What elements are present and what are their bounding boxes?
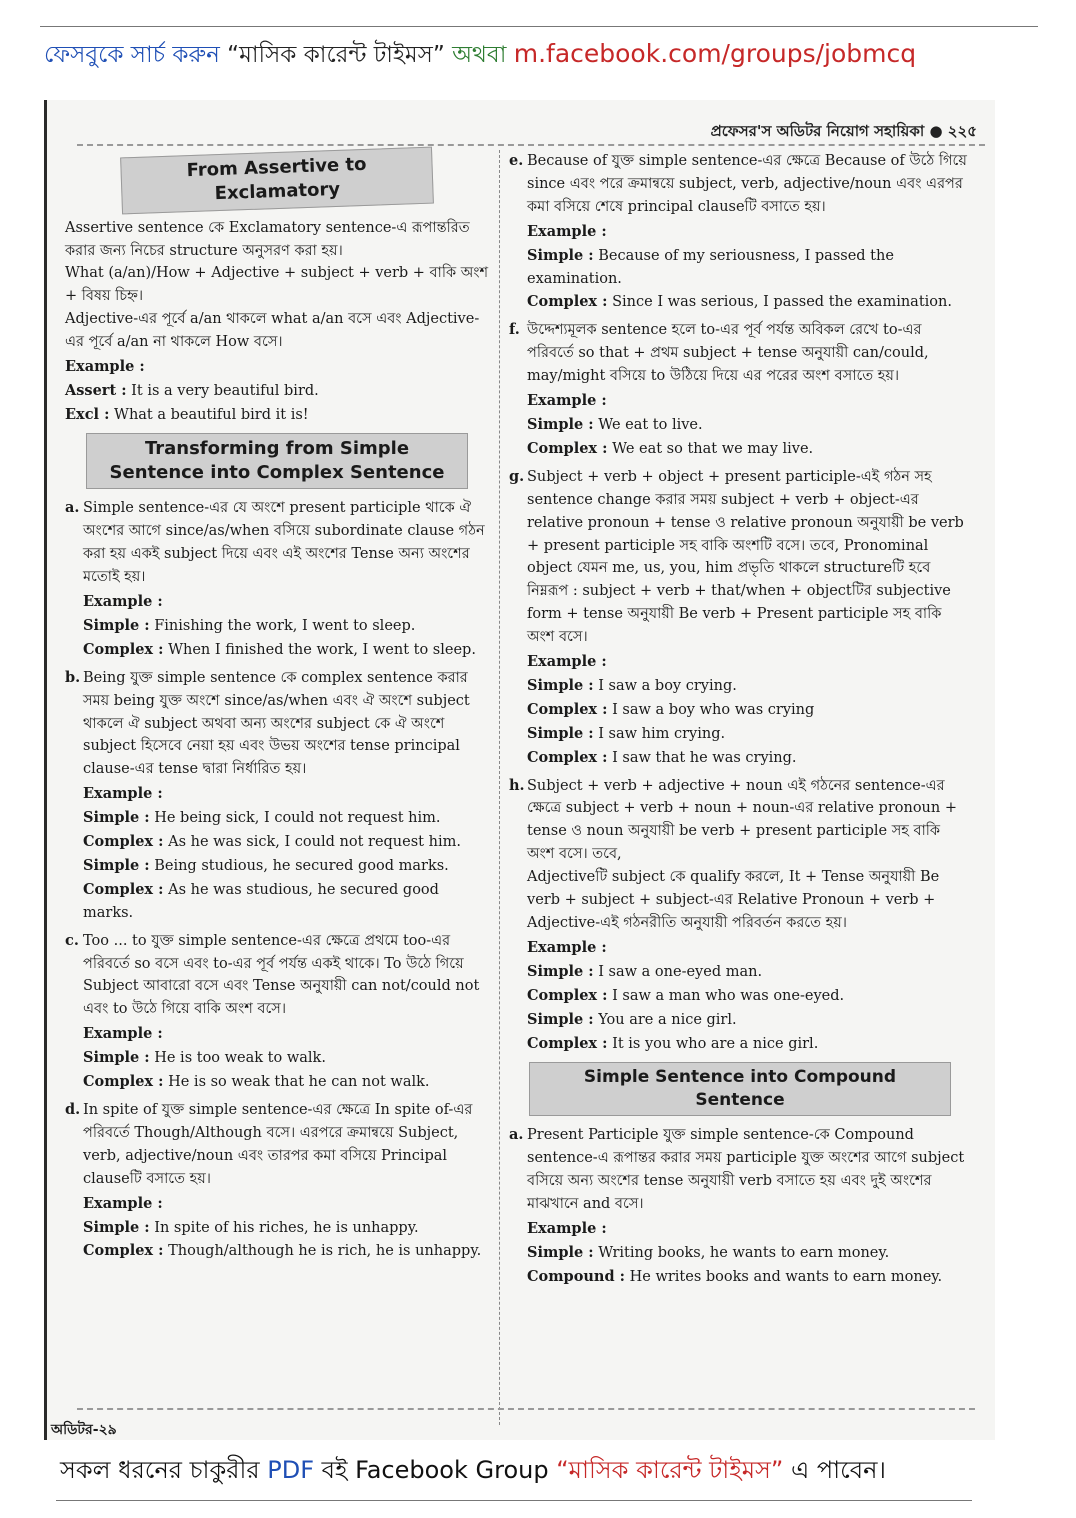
running-head: প্রফেসর'স অডিটর নিয়োগ সহায়িকা ● ২২৫ — [710, 122, 977, 140]
top-banner — [44, 36, 1034, 73]
column-divider — [499, 150, 500, 1425]
paragraph: Adjective-এর পূর্বে a/an থাকলে what a/an বসে এবং Adjective-এর পূর্বে a/an না থাকলে How বসে। — [65, 311, 480, 351]
bottom-dashed-rule — [77, 1408, 975, 1410]
banner-or-text: অথবা — [452, 42, 507, 68]
page-footer-mark: অডিটর-২৯ — [51, 1422, 117, 1438]
rule-item-c: c. Too ... to যুক্ত simple sentence-এর ক্ষেত্রে প্রথমে too-এর পরিবর্তে so বসে এবং to-এর পূর্ব পর্যন্ত একই থাকে। To উঠে গিয়ে Subject আবারো বসে এবং Tense অনুযায়ী can not/could not এবং to উঠে গিয়ে বাকি অংশ বসে। Example : Simple : He is too weak to walk. Complex : He is so weak that he can not walk. — [65, 931, 480, 1091]
bottom-banner-end: এ পাবেন। — [790, 1456, 887, 1484]
paragraph: Assertive sentence কে Exclamatory sentence-এ রূপান্তরিত করার জন্য নিচের structure অনুসরণ করা হয়। — [65, 219, 470, 259]
example-label: Example : — [65, 358, 145, 376]
rule-item-f: f. উদ্দেশ্যমূলক sentence হলে to-এর পূর্ব পর্যন্ত অবিকল রেখে to-এর পরিবর্তে so that + প্রথম subject + tense অনুযায়ী can/could, may/might বসিয়ে to উঠিয়ে দিয়ে এর পরের অংশ বসাতে হয়। Example : Simple : We eat to live. Complex : We eat so that we may live. — [509, 321, 929, 457]
section-heading-simple-complex: Transforming from Simple Sentence into Complex Sentence — [86, 433, 468, 490]
section-heading-simple-compound: Simple Sentence into Compound Sentence — [529, 1062, 951, 1116]
example-line: Assert : It is a very beautiful bird. — [65, 381, 319, 399]
rule-item-e: e. Because of যুক্ত simple sentence-এর ক্ষেত্রে Because of উঠে গিয়ে since এবং পরে ক্রমান্বয়ে subject, verb, adjective/noun এবং এরপর কমা বসিয়ে শেষে principal clauseটি বসাতে হয়। Example : Simple : Because of my seriousness, I passed the examination. Complex : Since I was serious, I passed the examination. — [509, 152, 967, 311]
paragraph: What (a/an)/How + Adjective + subject + verb + বাকি অংশ + বিষয় চিহ্ন। — [65, 265, 489, 305]
banner-search-text: ফেসবুকে সার্চ করুন — [44, 42, 220, 68]
bottom-rule — [56, 1500, 972, 1501]
rule-item-g: g. Subject + verb + object + present participle-এই গঠন সহ sentence change করার সময় subject + verb + object-এর relative pronoun + tense ও relative pronoun অনুযায়ী be verb + present participle সহ বাকি অংশটি বসে। তবে, Pronominal object যেমন me, us, you, him প্রভৃতি থাকলে structureটি হবে নিম্নরূপ : subject + verb + that/when + objectটির subjective form + tense অনুযায়ী Be verb + Present participle সহ বাকি অংশ বসে। Example : Simple : I saw a boy crying. Complex : I saw a boy who was crying Simple : I saw him crying. Complex : I saw that he was crying. — [509, 467, 964, 766]
rule-item-compound-a: a. Present Participle যুক্ত simple sentence-কে Compound sentence-এ রূপান্তর করার সময় participle যুক্ত অংশের আগে subject বসিয়ে অন্য অংশের tense অনুযায়ী verb বসাতে হয় এবং দুই অংশের মাঝখানে and বসে। Example : Simple : Writing books, he wants to earn money. Compound : He writes books and wants to earn money. — [509, 1126, 965, 1285]
bottom-banner-text: সকল ধরনের চাকুরীর — [60, 1456, 260, 1484]
right-column — [509, 146, 971, 1290]
banner-group-name: “মাসিক কারেন্ট টাইমস” — [227, 42, 445, 68]
banner-facebook-link[interactable]: m.facebook.com/groups/jobmcq — [513, 39, 917, 68]
rule-item-h: h. Subject + verb + adjective + noun এই গঠনের sentence-এর ক্ষেত্রে subject + verb + noun + noun-এর relative pronoun + tense ও noun অনুযায়ী be verb + present participle সহ বাকি অংশ বসে। তবে, Adjectiveটি subject কে qualify করলে, It + Tense অনুযায়ী Be verb + subject + subject-এর Relative Pronoun + verb + Adjective-এই গঠনরীতি অনুযায়ী পরিবর্তন করতে হয়। Example : Simple : I saw a one-eyed man. Complex : I saw a man who was one-eyed. Simple : You are a nice girl. Complex : It is you who are a nice girl. — [509, 776, 957, 1052]
rule-item-d: d. In spite of যুক্ত simple sentence-এর ক্ষেত্রে In spite of-এর পরিবর্তে Though/Although বসে। এরপরে ক্রমান্বয়ে Subject, verb, adjective/noun এবং তারপর কমা বসিয়ে Principal clauseটি বসাতে হয়। Example : Simple : In spite of his riches, he is unhappy. Complex : Though/although he is rich, he is unhappy. — [65, 1101, 482, 1260]
bottom-banner-facebook: বই Facebook Group — [321, 1456, 549, 1484]
top-rule — [40, 26, 1038, 27]
bottom-banner-pdf: PDF — [267, 1456, 314, 1484]
section-heading-assertive-exclamatory: From Assertive to Exclamatory — [120, 147, 434, 214]
scanned-book-page — [44, 100, 995, 1440]
rule-item-b: b. Being যুক্ত simple sentence কে complex sentence করার সময় being যুক্ত অংশে since/as/when এবং ঐ অংশে subject থাকলে ঐ subject অথবা অন্য অংশের subject কে ঐ অংশে subject হিসেবে নেয়া হয় এবং উভয় অংশের tense principal clause-এর tense দ্বারা নির্ধারিত হয়। Example : Simple : He being sick, I could not request him. Complex : As he was sick, I could not request him. Simple : Being studious, he secured good marks. Complex : As he was studious, he secured good marks. — [65, 668, 470, 921]
left-column — [65, 146, 489, 1264]
example-line: Excl : What a beautiful bird it is! — [65, 405, 309, 423]
bottom-banner — [60, 1452, 886, 1488]
bottom-banner-group-name: “মাসিক কারেন্ট টাইমস” — [556, 1456, 784, 1484]
rule-item-a: a. Simple sentence-এর যে অংশে present participle থাকে ঐ অংশের আগে since/as/when বসিয়ে subordinate clause গঠন করা হয় একই subject দিয়ে এবং এই অংশের Tense অন্য অংশের মতোই হয়। Example : Simple : Finishing the work, I went to sleep. Complex : When I finished the work, I went to sleep. — [65, 499, 485, 658]
